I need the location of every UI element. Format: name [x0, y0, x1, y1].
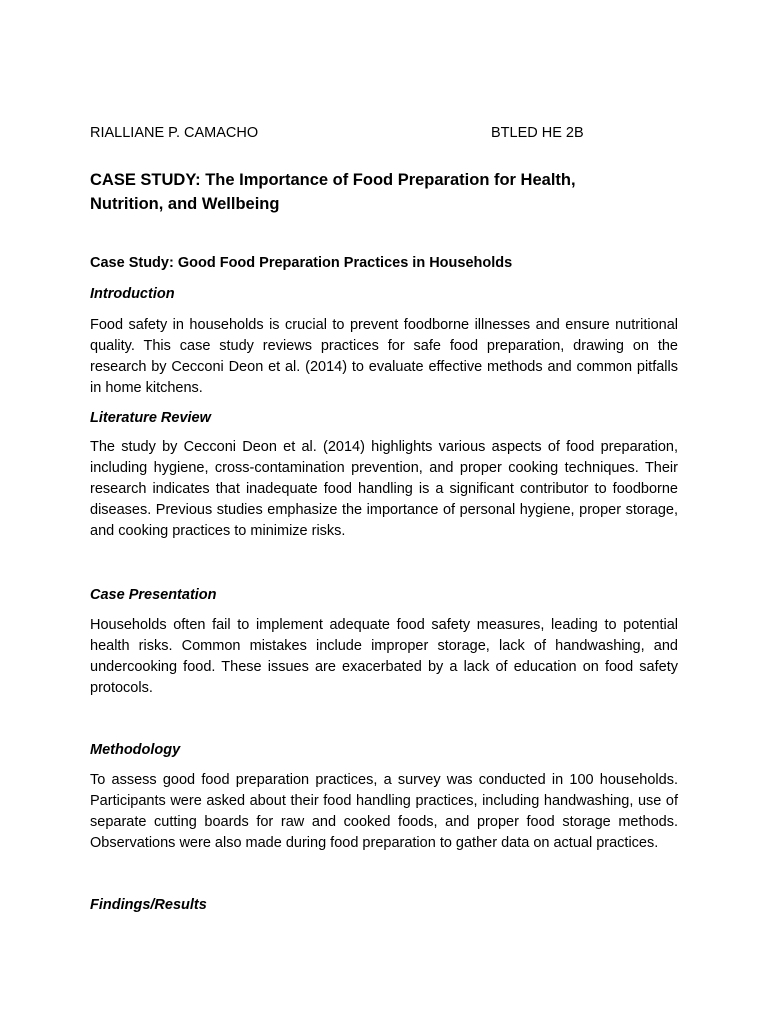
heading-methodology: Methodology — [90, 742, 181, 758]
document-title: CASE STUDY: The Importance of Food Preparation for Health, Nutrition, and Wellbeing — [90, 171, 576, 213]
heading-case-presentation: Case Presentation — [90, 587, 217, 603]
paragraph-literature-review: The study by Cecconi Deon et al. (2014) highlights various aspects of food preparation, including hygiene, cross-contamination prevention, and proper cooking techniques. Their research indicates that inadequate food handling is a significant contributor to foodborne diseases. Previous studies emphasize the importance of personal hygiene, proper storage, and cooking practices to minimize risks. — [90, 439, 678, 539]
student-name: RIALLIANE P. CAMACHO — [90, 125, 259, 141]
heading-findings-results: Findings/Results — [90, 897, 207, 913]
paragraph-case-presentation: Households often fail to implement adequate food safety measures, leading to potential health risks. Common mistakes include improper storage, lack of handwashing, and undercooking food. These issues are exacerbated by a lack of education on food safety protocols. — [90, 617, 678, 696]
case-study-subtitle: Case Study: Good Food Preparation Practices in Households — [90, 255, 513, 271]
heading-literature-review: Literature Review — [90, 410, 211, 426]
course-code: BTLED HE 2B — [491, 125, 584, 141]
paragraph-introduction: Food safety in households is crucial to prevent foodborne illnesses and ensure nutritional quality. This case study reviews practices for safe food preparation, drawing on the research by Cecconi Deon et al. (2014) to evaluate effective methods and common pitfalls in home kitchens. — [90, 317, 678, 396]
paragraph-methodology: To assess good food preparation practices, a survey was conducted in 100 households. Participants were asked about their food handling practices, including handwashing, use of separate cutting boards for raw and cooked foods, and proper food storage methods. Observations were also made during food preparation to gather data on actual practices. — [90, 772, 678, 851]
heading-introduction: Introduction — [90, 286, 175, 302]
